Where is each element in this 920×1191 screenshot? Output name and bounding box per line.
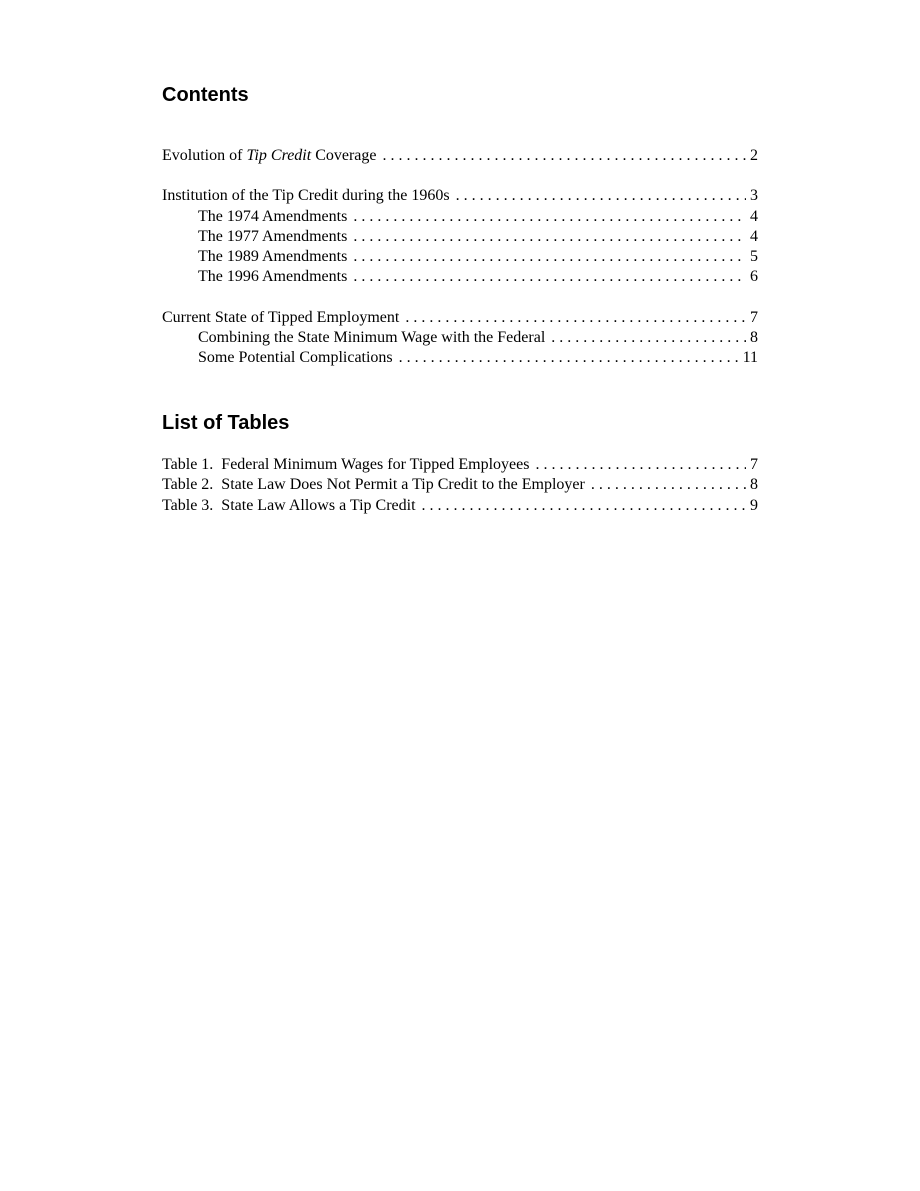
table-entry-title: Table 3. State Law Allows a Tip Credit bbox=[162, 496, 416, 514]
toc-entry[interactable] bbox=[162, 186, 758, 206]
toc-subentry[interactable] bbox=[162, 328, 758, 348]
toc-entry-page: 4 bbox=[750, 227, 758, 245]
table-entry-title: Table 1. Federal Minimum Wages for Tipped Employees bbox=[162, 456, 530, 473]
contents-heading: Contents bbox=[162, 84, 249, 106]
toc-entry-title: The 1996 Amendments bbox=[198, 268, 348, 286]
toc-entry-title: The 1977 Amendments bbox=[198, 227, 348, 245]
toc-subentry[interactable] bbox=[162, 227, 758, 247]
toc-entry-page: 11 bbox=[742, 349, 758, 367]
contents-group bbox=[162, 186, 758, 287]
toc-entry-page: 7 bbox=[750, 308, 758, 326]
tables-list bbox=[162, 455, 758, 516]
table-entry-title: Table 2. State Law Does Not Permit a Tip Credit to the Employer bbox=[162, 476, 585, 494]
table-entry[interactable] bbox=[162, 475, 758, 495]
dot-leader bbox=[551, 328, 746, 348]
toc-subentry[interactable] bbox=[162, 247, 758, 267]
toc-entry-title: The 1974 Amendments bbox=[198, 207, 348, 225]
toc-subentry[interactable] bbox=[162, 207, 758, 227]
toc-entry-title: Institution of the Tip Credit during the 1960s bbox=[162, 187, 450, 205]
table-entry[interactable] bbox=[162, 496, 758, 516]
list-of-tables-heading: List of Tables bbox=[162, 412, 290, 434]
table-entry-page: 9 bbox=[750, 496, 758, 514]
dot-leader bbox=[399, 348, 739, 368]
table-entry[interactable] bbox=[162, 455, 758, 475]
dot-leader bbox=[456, 186, 746, 206]
toc-entry[interactable] bbox=[162, 146, 758, 166]
dot-leader bbox=[353, 207, 746, 227]
toc-subentry[interactable] bbox=[162, 267, 758, 287]
toc-entry-page: 3 bbox=[750, 187, 758, 205]
toc-entry-page: 2 bbox=[750, 147, 758, 164]
toc-entry-title: Current State of Tipped Employment bbox=[162, 308, 400, 326]
toc-entry-title bbox=[162, 146, 383, 166]
dot-leader bbox=[591, 475, 746, 495]
table-entry-page: 7 bbox=[750, 456, 758, 473]
toc-entry-page: 8 bbox=[750, 329, 758, 347]
toc-entry[interactable] bbox=[162, 308, 758, 328]
toc-entry-title-suffix: Coverage bbox=[311, 147, 377, 164]
contents-group bbox=[162, 146, 758, 166]
dot-leader bbox=[353, 267, 746, 287]
dot-leader bbox=[422, 496, 746, 516]
contents-list bbox=[162, 146, 758, 389]
toc-entry-title: Combining the State Minimum Wage with the Federal bbox=[198, 329, 546, 347]
dot-leader bbox=[383, 146, 746, 166]
toc-subentry[interactable] bbox=[162, 348, 758, 368]
dot-leader bbox=[353, 227, 746, 247]
toc-entry-page: 6 bbox=[750, 268, 758, 286]
toc-entry-page: 5 bbox=[750, 248, 758, 266]
table-entry-page: 8 bbox=[750, 476, 758, 494]
toc-entry-title: Some Potential Complications bbox=[198, 349, 393, 367]
dot-leader bbox=[535, 455, 746, 475]
toc-entry-title: The 1989 Amendments bbox=[198, 248, 348, 266]
dot-leader bbox=[405, 308, 746, 328]
dot-leader bbox=[353, 247, 746, 267]
toc-entry-page: 4 bbox=[750, 207, 758, 225]
toc-entry-title-prefix: Evolution of bbox=[162, 147, 247, 164]
contents-group bbox=[162, 308, 758, 369]
toc-entry-title-italic: Tip Credit bbox=[246, 147, 312, 164]
